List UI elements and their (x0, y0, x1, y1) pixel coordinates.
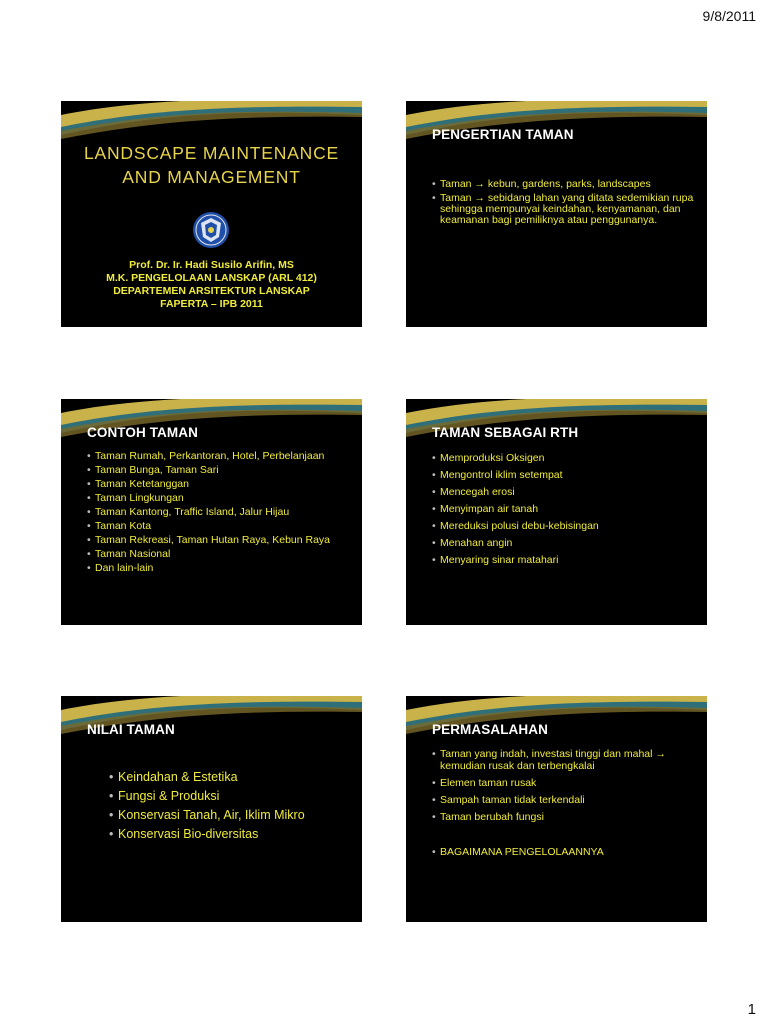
slide-contoh-taman (61, 399, 362, 625)
list-item: • Mereduksi polusi debu-kebisingan (432, 520, 697, 532)
list-item: • Taman Bunga, Taman Sari (87, 465, 352, 476)
list-item: • Taman Kantong, Traffic Island, Jalur Hijau (87, 507, 352, 518)
list-item: • Taman Rekreasi, Taman Hutan Raya, Kebun Raya (87, 535, 352, 546)
slide-nilai-taman (61, 696, 362, 922)
bullet-list (432, 748, 697, 828)
bullet-list (432, 452, 697, 571)
page-date: 9/8/2011 (702, 8, 756, 24)
list-item: • Taman yang indah, investasi tinggi dan mahal → kemudian rusak dan terbengkalai (432, 748, 697, 772)
list-item: • Elemen taman rusak (432, 777, 697, 789)
header-swoosh (61, 101, 362, 141)
bullet-list (432, 179, 697, 229)
list-item: • Taman → sebidang lahan yang ditata sedemikian rupa sehingga mempunyai keindahan, kenyamanan, dan keamanan bagi pemiliknya atau penggunanya. (432, 193, 697, 226)
list-item: • Keindahan & Estetika (109, 770, 352, 785)
presentation-title: LANDSCAPE MAINTENANCE AND MANAGEMENT (83, 143, 340, 187)
list-item: • Menyaring sinar matahari (432, 554, 697, 566)
slide-title: CONTOH TAMAN (87, 425, 198, 440)
slide-title: PENGERTIAN TAMAN (432, 127, 574, 142)
list-item: • BAGAIMANA PENGELOLAANNYA (432, 847, 697, 858)
slide-title: PERMASALAHAN (432, 722, 548, 737)
list-item: • Menahan angin (432, 537, 697, 549)
slide-pengertian-taman (406, 101, 707, 327)
bullet-list (87, 451, 352, 577)
bullet-list (109, 770, 352, 846)
list-item: • Mencegah erosi (432, 486, 697, 498)
list-item: • Konservasi Bio-diversitas (109, 827, 352, 842)
slide-title: TAMAN SEBAGAI RTH (432, 425, 579, 440)
list-item: • Dan lain-lain (87, 563, 352, 574)
list-item: • Konservasi Tanah, Air, Iklim Mikro (109, 808, 352, 823)
slide-taman-sebagai-rth (406, 399, 707, 625)
list-item: • Mengontrol iklim setempat (432, 469, 697, 481)
closing-bullet-list (432, 847, 697, 861)
list-item: • Taman Kota (87, 521, 352, 532)
page-number: 1 (747, 1001, 756, 1018)
list-item: • Menyimpan air tanah (432, 503, 697, 515)
list-item: • Taman Ketetanggan (87, 479, 352, 490)
list-item: • Taman berubah fungsi (432, 811, 697, 823)
list-item: • Fungsi & Produksi (109, 789, 352, 804)
list-item: • Taman Lingkungan (87, 493, 352, 504)
slide-permasalahan (406, 696, 707, 922)
slide-cover (61, 101, 362, 327)
author-block: Prof. Dr. Ir. Hadi Susilo Arifin, MS M.K. PENGELOLAAN LANSKAP (ARL 412) DEPARTEMEN ARSITEKTUR LANSKAP FAPERTA – IPB 2011 (106, 259, 317, 310)
ipb-seal-icon (192, 211, 230, 249)
list-item: • Sampah taman tidak terkendali (432, 794, 697, 806)
list-item: • Taman Nasional (87, 549, 352, 560)
slide-title: NILAI TAMAN (87, 722, 175, 737)
list-item: • Taman → kebun, gardens, parks, landscapes (432, 179, 697, 190)
list-item: • Memproduksi Oksigen (432, 452, 697, 464)
list-item: • Taman Rumah, Perkantoran, Hotel, Perbelanjaan (87, 451, 352, 462)
